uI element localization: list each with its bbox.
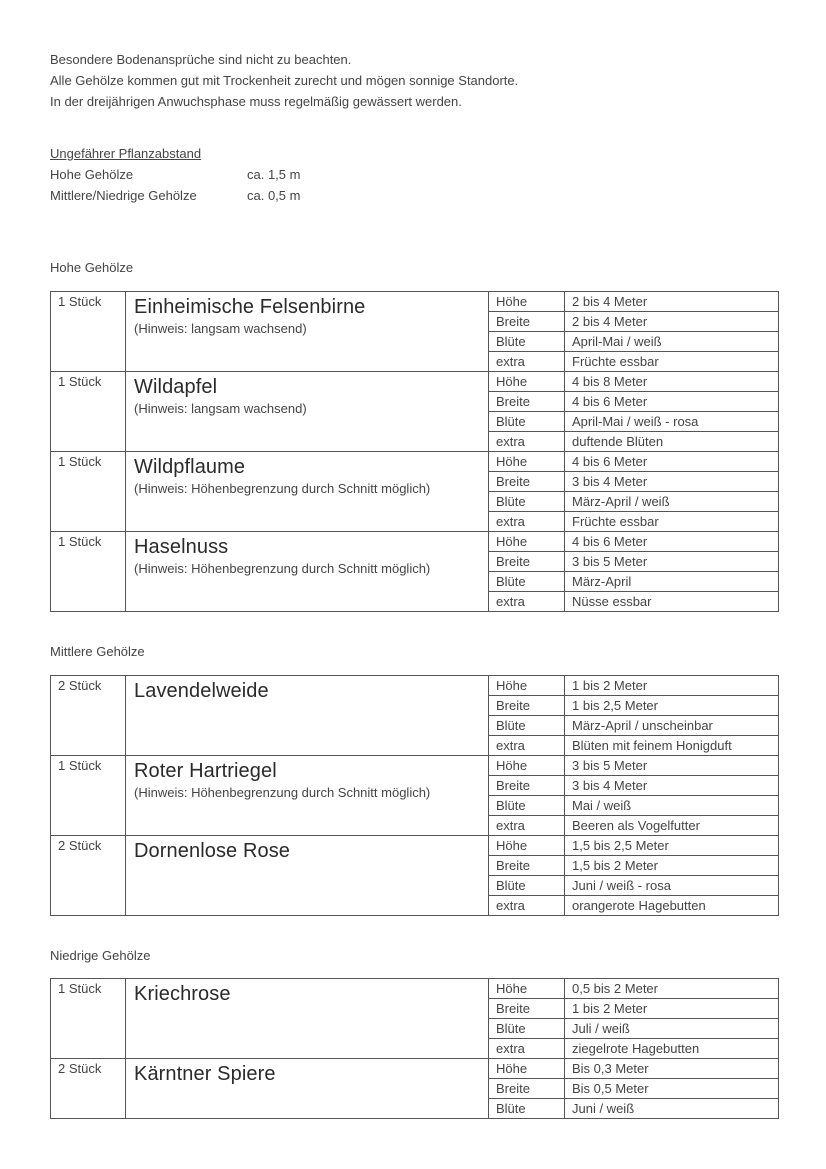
plant-note: (Hinweis: langsam wachsend) [134,401,307,416]
plant-name-cell [126,756,489,836]
plant-quantity: 2 Stück [51,676,126,756]
plant-name: Kriechrose [134,983,231,1005]
plant-name-cell [126,836,489,916]
property-label: Höhe [489,1059,565,1079]
property-label: extra [489,592,565,612]
property-label: Breite [489,856,565,876]
plant-note: (Hinweis: Höhenbegrenzung durch Schnitt möglich) [134,785,431,800]
property-label: Blüte [489,716,565,736]
property-label: Blüte [489,492,565,512]
property-value: Juni / weiß - rosa [565,876,779,896]
plant-row [51,292,779,312]
property-value: März-April [565,572,779,592]
property-value: Bis 0,5 Meter [565,1079,779,1099]
property-value: 1,5 bis 2,5 Meter [565,836,779,856]
property-label: Breite [489,999,565,1019]
property-label: Blüte [489,876,565,896]
property-label: Blüte [489,796,565,816]
plant-name: Dornenlose Rose [134,840,291,862]
property-value: 3 bis 5 Meter [565,756,779,776]
planting-distance-label: Hohe Gehölze [50,167,134,182]
plant-row [51,676,779,696]
section-heading-niedrige: Niedrige Gehölze [50,948,151,963]
property-value: 1 bis 2,5 Meter [565,696,779,716]
plant-quantity: 2 Stück [51,1059,126,1119]
property-value: Früchte essbar [565,512,779,532]
property-value: Juli / weiß [565,1019,779,1039]
plant-quantity: 1 Stück [51,292,126,372]
plant-row [51,452,779,472]
property-label: extra [489,512,565,532]
property-value: 4 bis 8 Meter [565,372,779,392]
intro-line: Alle Gehölze kommen gut mit Trockenheit zurecht und mögen sonnige Standorte. [50,73,519,88]
property-value: 1,5 bis 2 Meter [565,856,779,876]
plant-row [51,1059,779,1079]
plant-row [51,532,779,552]
plant-quantity: 1 Stück [51,532,126,612]
property-label: Blüte [489,572,565,592]
property-value: Bis 0,3 Meter [565,1059,779,1079]
property-label: Blüte [489,1099,565,1119]
property-value: Früchte essbar [565,352,779,372]
plant-name: Wildapfel [134,376,218,398]
plant-row [51,836,779,856]
property-value: duftende Blüten [565,432,779,452]
property-value: 3 bis 4 Meter [565,776,779,796]
plant-quantity: 1 Stück [51,452,126,532]
plant-name: Lavendelweide [134,680,269,702]
plant-name: Roter Hartriegel [134,760,277,782]
property-label: Breite [489,472,565,492]
plant-name-cell [126,1059,489,1119]
plant-note: (Hinweis: Höhenbegrenzung durch Schnitt möglich) [134,481,431,496]
property-value: Beeren als Vogelfutter [565,816,779,836]
property-value: 4 bis 6 Meter [565,532,779,552]
plant-name-cell [126,676,489,756]
property-label: Breite [489,776,565,796]
property-value: ziegelrote Hagebutten [565,1039,779,1059]
property-label: Breite [489,312,565,332]
plant-quantity: 1 Stück [51,756,126,836]
plant-quantity: 1 Stück [51,372,126,452]
property-value: Juni / weiß [565,1099,779,1119]
property-value: 1 bis 2 Meter [565,999,779,1019]
plant-table-hohe [50,291,779,612]
plant-row [51,372,779,392]
property-value: März-April / unscheinbar [565,716,779,736]
plant-note: (Hinweis: langsam wachsend) [134,321,307,336]
property-value: April-Mai / weiß - rosa [565,412,779,432]
property-label: Breite [489,552,565,572]
property-label: Breite [489,1079,565,1099]
planting-distance-value: ca. 0,5 m [247,188,301,203]
property-label: Höhe [489,292,565,312]
property-label: Blüte [489,1019,565,1039]
property-label: extra [489,736,565,756]
property-value: 4 bis 6 Meter [565,452,779,472]
planting-distance-label: Mittlere/Niedrige Gehölze [50,188,197,203]
plant-table-niedrige [50,978,779,1119]
property-label: Höhe [489,676,565,696]
plant-name-cell [126,452,489,532]
property-value: 0,5 bis 2 Meter [565,979,779,999]
property-label: Blüte [489,412,565,432]
property-value: Blüten mit feinem Honigduft [565,736,779,756]
property-value: orangerote Hagebutten [565,896,779,916]
property-label: extra [489,352,565,372]
property-label: extra [489,896,565,916]
property-value: März-April / weiß [565,492,779,512]
intro-text [50,49,770,112]
property-value: April-Mai / weiß [565,332,779,352]
property-label: Höhe [489,756,565,776]
property-label: Blüte [489,332,565,352]
property-label: Höhe [489,532,565,552]
property-label: Breite [489,696,565,716]
section-heading-mittlere: Mittlere Gehölze [50,644,145,659]
property-value: Nüsse essbar [565,592,779,612]
plant-name: Haselnuss [134,536,229,558]
property-label: Höhe [489,372,565,392]
planting-distance-heading: Ungefährer Pflanzabstand [50,146,202,161]
property-label: Höhe [489,452,565,472]
plant-name-cell [126,532,489,612]
plant-name-cell [126,372,489,452]
plant-table-mittlere [50,675,779,916]
plant-name: Kärntner Spiere [134,1063,276,1085]
plant-quantity: 1 Stück [51,979,126,1059]
intro-line: Besondere Bodenansprüche sind nicht zu beachten. [50,52,352,67]
planting-distance [50,143,450,206]
property-value: 1 bis 2 Meter [565,676,779,696]
property-label: extra [489,1039,565,1059]
property-value: 2 bis 4 Meter [565,292,779,312]
property-value: 3 bis 4 Meter [565,472,779,492]
section-heading-hohe: Hohe Gehölze [50,260,134,275]
property-value: 4 bis 6 Meter [565,392,779,412]
property-label: extra [489,432,565,452]
property-label: Höhe [489,979,565,999]
plant-note: (Hinweis: Höhenbegrenzung durch Schnitt möglich) [134,561,431,576]
intro-line: In der dreijährigen Anwuchsphase muss regelmäßig gewässert werden. [50,94,462,109]
property-value: 2 bis 4 Meter [565,312,779,332]
planting-distance-row [50,185,450,206]
plant-name: Einheimische Felsenbirne [134,296,366,318]
plant-name: Wildpflaume [134,456,246,478]
property-value: Mai / weiß [565,796,779,816]
plant-row [51,756,779,776]
property-label: Höhe [489,836,565,856]
property-value: 3 bis 5 Meter [565,552,779,572]
planting-distance-value: ca. 1,5 m [247,167,301,182]
plant-row [51,979,779,999]
plant-name-cell [126,292,489,372]
property-label: extra [489,816,565,836]
planting-distance-row [50,164,450,185]
plant-name-cell [126,979,489,1059]
plant-quantity: 2 Stück [51,836,126,916]
property-label: Breite [489,392,565,412]
